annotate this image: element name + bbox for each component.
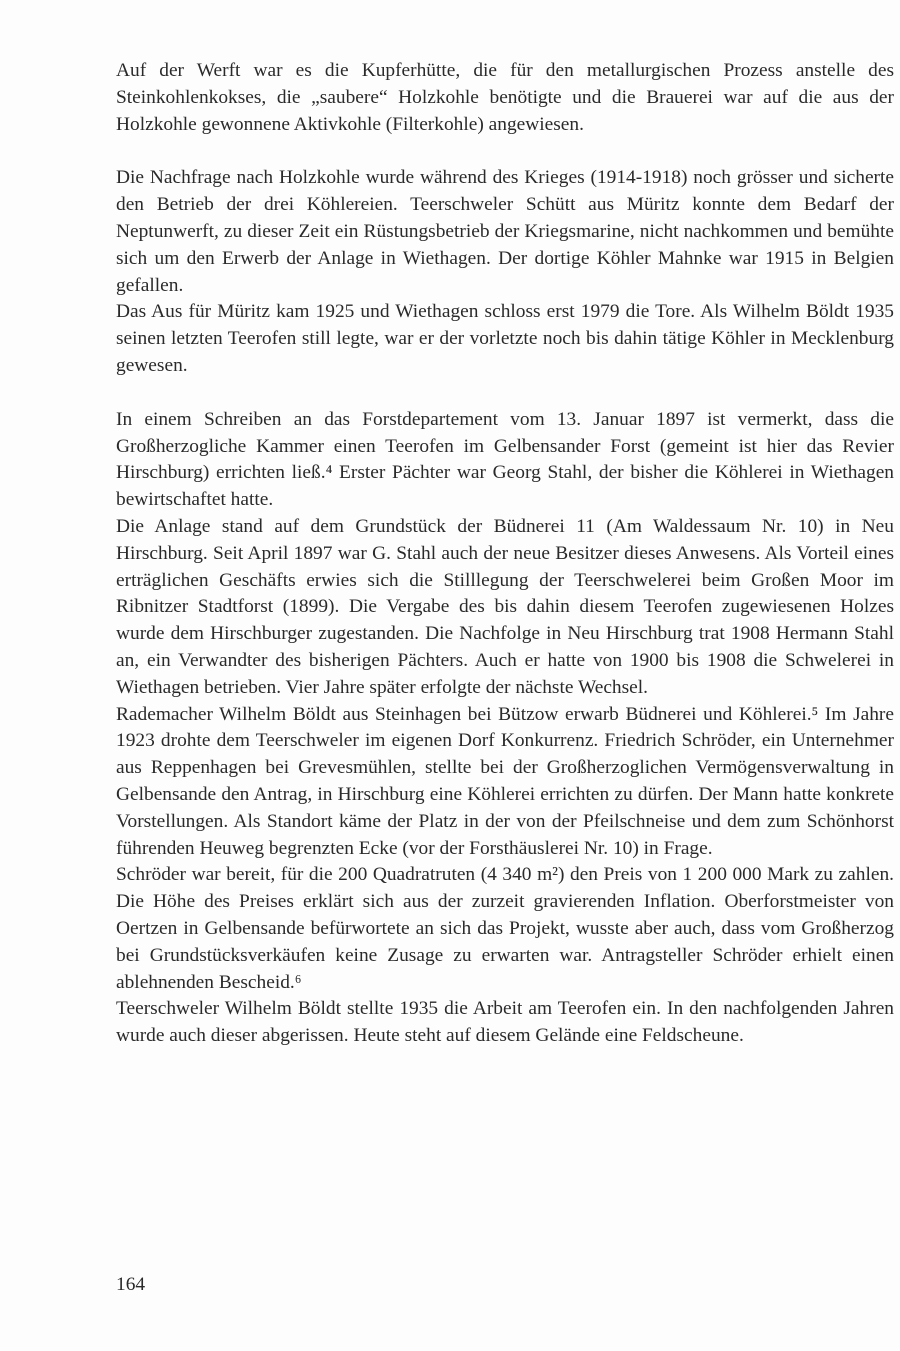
paragraph-3: Das Aus für Müritz kam 1925 und Wiethagen schloss erst 1979 die Tore. Als Wilhelm Böldt 1935 seinen letzten Teerofen still legte, war er der vorletzte noch bis dahin tätige Köhler in Mecklenburg gewesen. — [116, 301, 894, 376]
paragraph-5: Die Anlage stand auf dem Grundstück der Büdnerei 11 (Am Waldessaum Nr. 10) in Neu Hirschburg. Seit April 1897 war G. Stahl auch der neue Besitzer dieses Anwesens. Als Vorteil eines erträglichen Geschäfts erwies sich die Stilllegung der Teerschwelerei beim Großen Moor im Ribnitzer Stadtforst (1899). Die Vergabe des bis dahin diesem Teerofen zugewiesenen Holzes wurde dem Hirschburger zugestanden. Die Nachfolge in Neu Hirschburg trat 1908 Hermann Stahl an, ein Verwandter des bisherigen Pächters. Auch er hatte von 1900 bis 1908 die Schwelerei in Wiethagen betrieben. Vier Jahre später erfolgte der nächste Wechsel. — [116, 515, 894, 698]
paragraph-7: Schröder war bereit, für die 200 Quadratruten (4 340 m²) den Preis von 1 200 000 Mark zu zahlen. Die Höhe des Preises erklärt sich aus der zurzeit gravierenden Inflation. Oberforstmeister von Oertzen in Gelbensande befürwortete an sich das Projekt, wusste aber auch, dass vom Großherzog bei Grundstücksverkäufen keine Zusage zu erwarten war. Antragsteller Schröder erhielt einen ablehnenden Bescheid.⁶ — [116, 864, 894, 993]
paragraph-8: Teerschweler Wilhelm Böldt stellte 1935 die Arbeit am Teerofen ein. In den nachfolgenden Jahren wurde auch dieser abgerissen. Heute steht auf diesem Gelände eine Feldscheune. — [116, 998, 894, 1047]
body-text — [116, 58, 894, 1050]
paragraph-6: Rademacher Wilhelm Böldt aus Steinhagen bei Bützow erwarb Büdnerei und Köhlerei.⁵ Im Jahre 1923 drohte dem Teerschweler im eigenen Dorf Konkurrenz. Friedrich Schröder, ein Unternehmer aus Reppenhagen bei Grevesmühlen, stellte bei der Großherzoglichen Vermögensverwaltung in Gelbensande den Antrag, in Hirschburg eine Köhlerei errichten zu dürfen. Der Mann hatte konkrete Vorstellungen. Als Standort käme der Platz in der von der Pfeilschneise und dem zum Schönhorst führenden Heuweg begrenzten Ecke (vor der Forsthäuslerei Nr. 10) in Frage. — [116, 703, 894, 859]
paragraph-1: Auf der Werft war es die Kupferhütte, die für den metallurgischen Prozess anstelle des Steinkohlenkokses, die „saubere“ Holzkohle benötigte und die Brauerei war auf die aus der Holzkohle gewonnene Aktivkohle (Filterkohle) angewiesen. — [116, 60, 894, 135]
page-number: 164 — [116, 1274, 146, 1295]
paragraph-2: Die Nachfrage nach Holzkohle wurde während des Krieges (1914-1918) noch grösser und sicherte den Betrieb der drei Köhlereien. Teerschweler Schütt aus Müritz konnte dem Bedarf der Neptunwerft, zu dieser Zeit ein Rüstungsbetrieb der Kriegsmarine, nicht nachkommen und bemühte sich um den Erwerb der Anlage in Wiethagen. Der dortige Köhler Mahnke war 1915 in Belgien gefallen. — [116, 167, 894, 296]
paragraph-4: In einem Schreiben an das Forstdepartement vom 13. Januar 1897 ist vermerkt, dass die Großherzogliche Kammer einen Teerofen im Gelbensander Forst (gemeint ist hier das Revier Hirschburg) errichten ließ.⁴ Erster Pächter war Georg Stahl, der bisher die Köhlerei in Wiethagen bewirtschaftet hatte. — [116, 408, 894, 511]
